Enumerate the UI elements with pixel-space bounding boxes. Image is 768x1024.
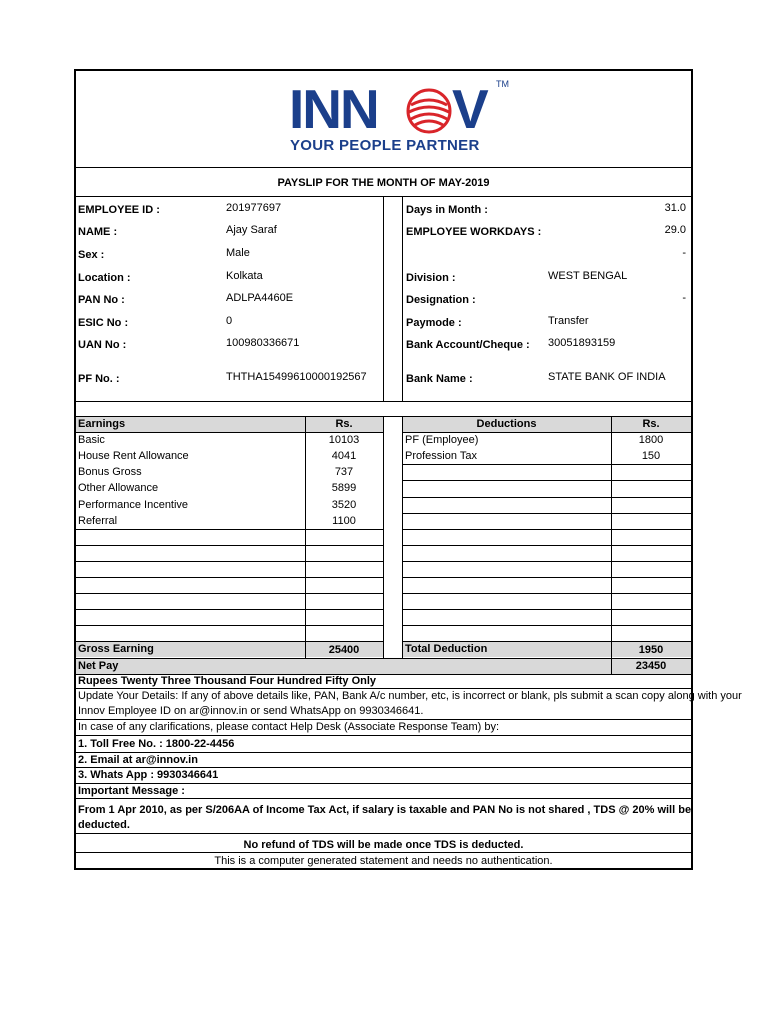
earning-amount: 737: [334, 466, 354, 479]
earning-amount: 3520: [331, 498, 357, 511]
employee-field-label: PAN No :: [78, 294, 125, 306]
employee-field-label: Bank Account/Cheque :: [406, 339, 530, 351]
tds-message-line-1: From 1 Apr 2010, as per S/206AA of Income Tax Act, if salary is taxable and PAN No is not shared , TDS @ 20% will be: [78, 804, 692, 816]
employee-field-label: Location :: [78, 272, 131, 284]
logo-tagline: YOUR PEOPLE PARTNER: [290, 137, 480, 154]
earning-name: Bonus Gross: [78, 466, 142, 479]
whatsapp-number: 3. Whats App : 9930346641: [78, 769, 219, 781]
gross-earning-label: Gross Earning: [78, 643, 154, 656]
earnings-header: Earnings: [78, 418, 126, 430]
earning-name: Basic: [78, 434, 105, 447]
earning-name: House Rent Allowance: [78, 450, 189, 463]
earning-amount: 10103: [328, 434, 360, 447]
employee-field-label: Designation :: [406, 294, 476, 306]
net-pay-label: Net Pay: [78, 659, 119, 672]
globe-icon: [405, 87, 453, 135]
deduction-name: Profession Tax: [405, 450, 477, 463]
gross-earning-amount: 25400: [328, 644, 360, 657]
logo-letters: INN: [289, 78, 378, 140]
employee-field-value: 31.0: [664, 202, 686, 214]
trademark: TM: [496, 79, 509, 89]
earning-name: Performance Incentive: [78, 498, 189, 511]
employee-field-label: EMPLOYEE ID :: [78, 204, 160, 216]
total-deduction-label: Total Deduction: [405, 643, 488, 656]
employee-field-value: 29.0: [664, 224, 686, 236]
deduction-amount: 1800: [638, 434, 664, 447]
deduction-amount: 150: [641, 450, 661, 463]
employee-field-label: Paymode :: [406, 317, 462, 329]
employee-field-value: Ajay Saraf: [226, 224, 277, 236]
earning-amount: 1100: [332, 514, 356, 527]
employee-field-value: WEST BENGAL: [548, 270, 628, 282]
important-label: Important Message :: [78, 785, 185, 797]
employee-field-value: 0: [226, 315, 233, 327]
tds-message-line-2: deducted.: [78, 819, 130, 831]
logo-letter-v: V: [452, 78, 489, 140]
employee-field-value: -: [682, 292, 686, 304]
payslip-sheet: [74, 69, 742, 870]
deduction-name: PF (Employee): [405, 434, 479, 447]
earnings-currency-header: Rs.: [335, 418, 353, 430]
net-pay-amount: 23450: [635, 659, 667, 672]
support-email: 2. Email at ar@innov.in: [78, 754, 198, 766]
employee-field-label: Division :: [406, 272, 456, 284]
employee-field-label: Sex :: [78, 249, 105, 261]
employee-field-value: STATE BANK OF INDIA: [548, 371, 666, 383]
earning-amount: 5899: [331, 482, 357, 495]
employee-field-label: Bank Name :: [406, 373, 473, 385]
employee-field-value: -: [682, 247, 686, 259]
employee-field-label: ESIC No :: [78, 317, 129, 329]
total-deduction-amount: 1950: [638, 644, 664, 657]
earning-amount: 4041: [331, 450, 357, 463]
employee-field-label: UAN No :: [78, 339, 127, 351]
employee-field-value: Kolkata: [226, 270, 263, 282]
employee-field-value: 30051893159: [548, 337, 616, 349]
employee-field-value: ADLPA4460E: [226, 292, 294, 304]
employee-field-label: PF No. :: [78, 373, 120, 385]
toll-free-number: 1. Toll Free No. : 1800-22-4456: [78, 738, 235, 750]
employee-field-value: 201977697: [226, 202, 282, 214]
computer-generated-note: This is a computer generated statement and needs no authentication.: [214, 855, 553, 867]
earning-name: Referral: [78, 514, 118, 527]
header-shading: [76, 658, 691, 674]
employee-field-label: EMPLOYEE WORKDAYS :: [406, 226, 542, 238]
deductions-header: Deductions: [476, 418, 537, 430]
employee-field-value: 100980336671: [226, 337, 300, 349]
employee-field-value: Male: [226, 247, 250, 259]
amount-in-words: Rupees Twenty Three Thousand Four Hundred Fifty Only: [78, 675, 377, 687]
update-note-line-2: Innov Employee ID on ar@innov.in or send WhatsApp on 9930346641.: [78, 705, 424, 717]
earning-name: Other Allowance: [78, 482, 159, 495]
employee-field-label: Days in Month :: [406, 204, 488, 216]
payslip-title: PAYSLIP FOR THE MONTH OF MAY-2019: [277, 177, 490, 189]
innov-logo: [76, 71, 691, 167]
no-refund-note: No refund of TDS will be made once TDS is deducted.: [243, 839, 524, 851]
employee-field-label: NAME :: [78, 226, 118, 238]
update-note-line-1: Update Your Details: If any of above details like, PAN, Bank A/c number, etc, is incorrect or blank, pls submit a scan copy along with your: [78, 690, 742, 702]
clarification-note: In case of any clarifications, please contact Help Desk (Associate Response Team) by:: [78, 721, 500, 733]
deductions-currency-header: Rs.: [642, 418, 660, 430]
employee-field-value: THTHA15499610000192567: [226, 371, 367, 383]
employee-field-value: Transfer: [548, 315, 589, 327]
